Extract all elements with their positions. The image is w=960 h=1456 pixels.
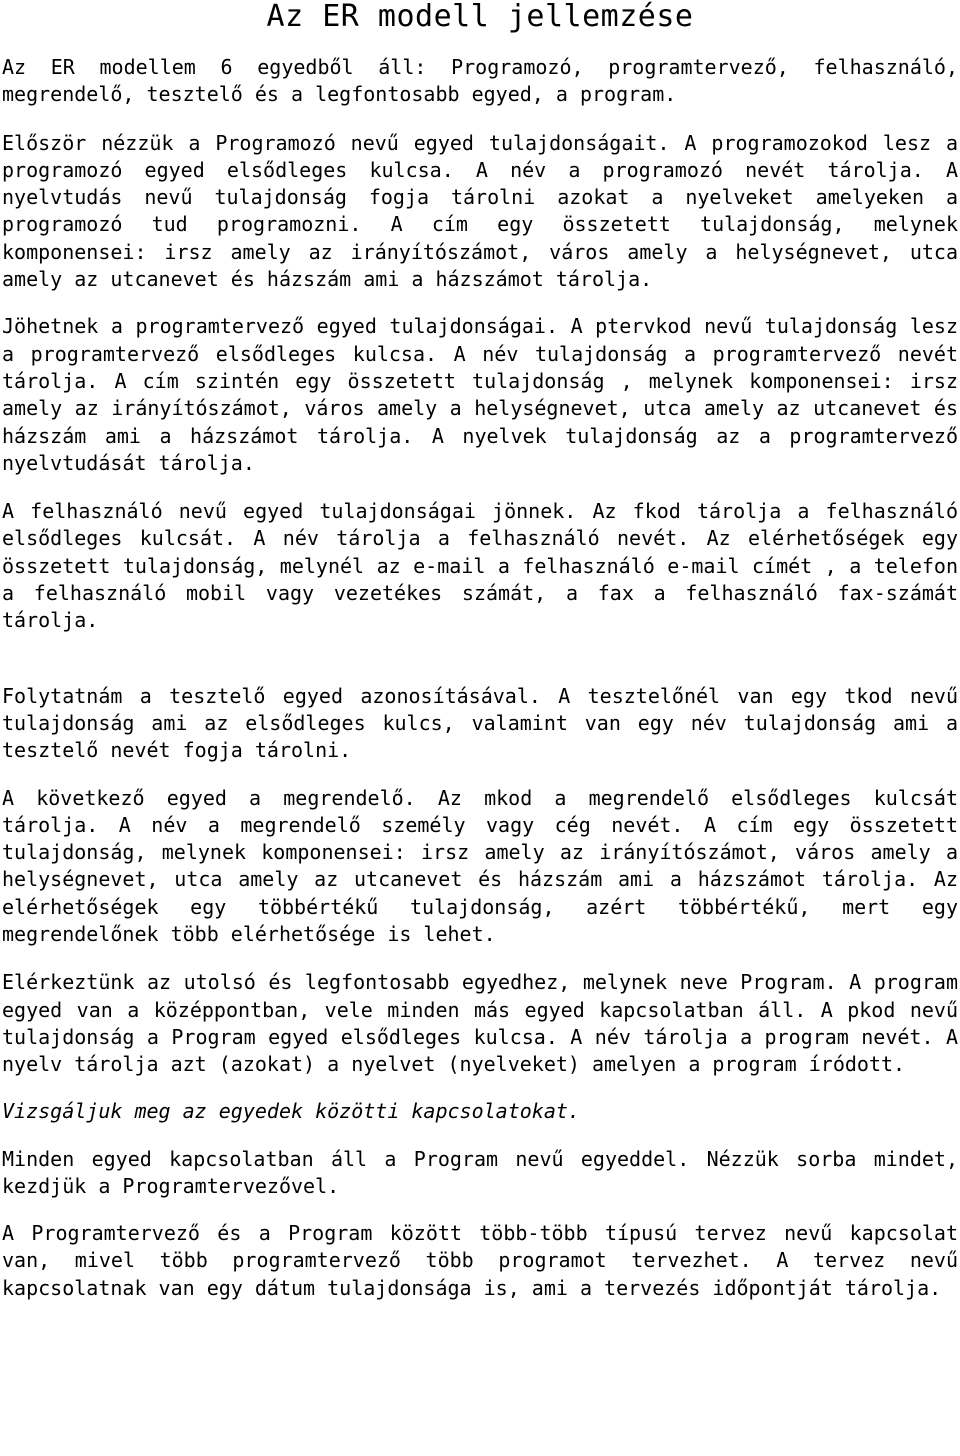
paragraph-megrendelo: A következő egyed a megrendelő. Az mkod a megrendelő elsődleges kulcsát tárolja. A név a megrendelő személy vagy cég nevét. A cím egy összetett tulajdonság, melynek komponensei: irsz amely az irányítószámot, város amely a helységnevet, utca amely az utcanevet és házszám ami a házszámot tárolja. Az elérhetőségek egy többértékű tulajdonság, azért többértékű, mert egy megrendelőnek több elérhetősége is lehet. [2,785,958,947]
section-subheading: Vizsgáljuk meg az egyedek közötti kapcsolatokat. [2,1098,580,1123]
document-title: Az ER modell jellemzése [266,0,694,34]
paragraph-kapcsolatok-intro: Minden egyed kapcsolatban áll a Program nevű egyeddel. Nézzük sorba mindet, kezdjük a Programtervezővel. [2,1146,958,1198]
paragraph-programtervezo: Jöhetnek a programtervező egyed tulajdonságai. A ptervkod nevű tulajdonság lesz a programtervező elsődleges kulcsa. A név tulajdonság a programtervező nevét tárolja. A cím szintén egy összetett tulajdonság , melynek komponensei: irsz amely az irányítószámot, város amely a helységnevet, utca amely az utcanevet és házszám ami a házszámot tárolja. A nyelvek tulajdonság az a programtervező nyelvtudását tárolja. [2,314,958,475]
paragraph-tesztelo: Folytatnám a tesztelő egyed azonosításával. A tesztelőnél van egy tkod nevű tulajdonság ami az elsődleges kulcs, valamint van egy név tulajdonság ami a tesztelő nevét fogja tárolni. [2,683,958,763]
paragraph-intro: Az ER modellem 6 egyedből áll: Programozó, programtervező, felhasználó, megrendelő, tesztelő és a legfontosabb egyed, a program. [2,55,958,107]
paragraph-tervez-kapcsolat: A Programtervező és a Program között több-több típusú tervez nevű kapcsolat van, mivel több programtervező több programot tervezhet. A tervez nevű kapcsolatnak van egy dátum tulajdonsága is, ami a tervezés időpontját tárolja. [2,1221,958,1300]
paragraph-program: Elérkeztünk az utolsó és legfontosabb egyedhez, melynek neve Program. A program egyed van a középpontban, vele minden más egyed kapcsolatban áll. A pkod nevű tulajdonság a Program egyed elsődleges kulcsa. A név tárolja a program nevét. A nyelv tárolja azt (azokat) a nyelvet (nyelveket) amelyen a program íródott. [2,970,958,1077]
paragraph-felhasznalo: A felhasználó nevű egyed tulajdonságai jönnek. Az fkod tárolja a felhasználó elsődleges kulcsát. A név tárolja a felhasználó nevét. Az elérhetőségek egy összetett tulajdonság, melynél az e-mail a felhasználó e-mail címét , a telefon a felhasználó mobil vagy vezetékes számát, a fax a felhasználó fax-számát tárolja. [2,499,958,633]
paragraph-programozo: Először nézzük a Programozó nevű egyed tulajdonságait. A programozokod lesz a programozó egyed elsődleges kulcsa. A név a programozó nevét tárolja. A nyelvtudás nevű tulajdonság fogja tárolni azokat a nyelveket amelyeken a programozó tud programozni. A cím egy összetett tulajdonság, melynek komponensei: irsz amely az irányítószámot, város amely a helységnevet, utca amely az utcanevet és házszám ami a házszámot tárolja. [2,130,958,292]
